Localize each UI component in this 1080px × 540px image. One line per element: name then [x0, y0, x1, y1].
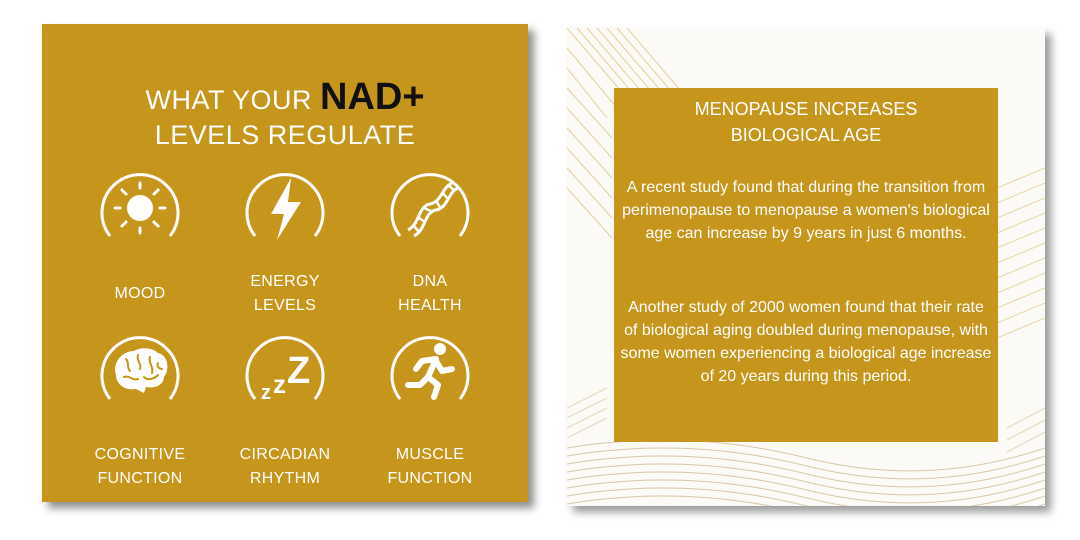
item-muscle-function — [370, 327, 490, 487]
running-person-icon — [386, 327, 474, 415]
svg-text:Z: Z — [287, 350, 311, 392]
menopause-title: MENOPAUSE INCREASES BIOLOGICAL AGE — [694, 99, 918, 145]
item-dna-health — [370, 164, 490, 324]
item-mood — [80, 164, 200, 324]
item-label: CIRCADIAN RHYTHM — [239, 446, 331, 487]
card-title-line2: LEVELS REGULATE — [154, 120, 416, 150]
dna-helix-icon — [386, 164, 474, 252]
item-label: MUSCLE FUNCTION — [387, 446, 473, 487]
item-energy-levels — [225, 164, 345, 324]
study-paragraph-1: A recent study found that during the transition from perimenopause to menopause a women's biological age can increase by 9 years in just 6 months. — [622, 179, 990, 242]
item-label: ENERGY LEVELS — [250, 273, 320, 314]
sleep-zzz-icon — [241, 327, 329, 415]
title-prefix: WHAT YOUR — [145, 85, 312, 115]
svg-text:z: z — [261, 382, 271, 404]
item-label: DNA HEALTH — [398, 273, 462, 314]
card-title-line1 — [42, 76, 528, 119]
item-label: COGNITIVE FUNCTION — [94, 446, 186, 487]
study-paragraph-2: Another study of 2000 women found that their rate of biological aging doubled during menopause, with some women experiencing a biological age increase of 20 years during this period. — [620, 299, 992, 385]
title-highlight-nad: NAD+ — [320, 76, 425, 118]
brain-icon — [96, 327, 184, 415]
sun-icon — [96, 164, 184, 252]
nad-levels-card — [42, 24, 528, 502]
item-cognitive-function — [80, 327, 200, 487]
lightning-bolt-icon — [241, 164, 329, 252]
item-circadian-rhythm — [225, 327, 345, 487]
item-label: MOOD — [114, 285, 166, 302]
menopause-text-box — [614, 88, 998, 442]
svg-text:z: z — [273, 369, 286, 399]
